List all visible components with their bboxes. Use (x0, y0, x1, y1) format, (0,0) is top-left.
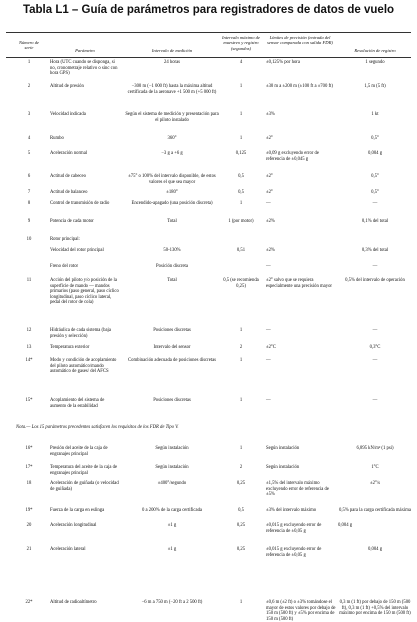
row-resolution: — (372, 264, 378, 269)
row-number: 3 (27, 112, 31, 117)
header-intervalo: Intervalo de medición (151, 48, 193, 53)
header-muestreo: Intervalo máximo de muestreo y registro (segundos) (221, 35, 260, 51)
row-number: 18 (26, 481, 32, 486)
row-accuracy: — (266, 358, 271, 363)
row-sampling: 1 (239, 328, 243, 333)
row-parameter: Freno del rotor (50, 264, 79, 269)
row-accuracy: ±2° (266, 190, 273, 195)
row-resolution: ±2°/s (370, 481, 380, 486)
header-resolucion: Resolución de registro (354, 48, 396, 53)
row-range: −300 m (−1 000 ft) hasta la máxima altitud certificada de la aeronave +1 500 m (+5 000 ft) (127, 84, 217, 95)
row-number: 16* (25, 446, 33, 451)
row-sampling: 0,125 (235, 151, 247, 156)
row-number: 15* (25, 398, 33, 403)
row-parameter: Potencia de cada motor (50, 219, 94, 224)
row-resolution: — (372, 201, 378, 206)
row-parameter: Altitud de presión (50, 84, 84, 89)
row-number: 21 (26, 547, 32, 552)
row-number: 2 (27, 84, 31, 89)
header-parametro: Parámetro (75, 48, 95, 53)
row-sampling: 0,51 (236, 248, 246, 253)
row-sampling: 1 (239, 398, 243, 403)
row-range: ±75° o 100% del intervalo disponible, de estos valores el que sea mayor (128, 174, 216, 185)
row-accuracy: — (266, 201, 271, 206)
row-accuracy: ±0,09 g excluyendo error de referencia de ±0,045 g (266, 151, 319, 162)
row-sampling: 2 (239, 345, 243, 350)
row-range: −6 m a 750 m (−20 ft a 2 500 ft) (141, 600, 203, 605)
row-range: Total (167, 219, 177, 224)
row-range: Combinación adecuada de posiciones discretas (128, 358, 216, 363)
row-resolution: 0,5° (371, 190, 379, 195)
row-sampling: 0,5 (238, 508, 244, 513)
row-parameter: Actitud de balanceo (50, 190, 88, 195)
row-accuracy: ±0,015 g excluyendo error de referencia de ±0,05 g (266, 547, 322, 558)
row-accuracy: — (266, 264, 271, 269)
row-resolution: 0,3% del total (361, 248, 389, 253)
row-parameter: Altitud de radioaltímetro (50, 600, 97, 605)
row-accuracy: ±3% del intervalo máximo (266, 508, 317, 513)
row-parameter: Control de transmisión de radio (50, 201, 110, 206)
row-number: 5 (27, 151, 31, 156)
row-sampling: 0,5 (238, 190, 244, 195)
row-accuracy: ±2° (266, 174, 273, 179)
row-resolution: 1,5 m (5 ft) (364, 84, 386, 89)
row-range: 0 a 200% de la carga certificada (141, 508, 203, 513)
top-rule (6, 32, 411, 33)
row-sampling: 1 (239, 358, 243, 363)
row-parameter: Acción del piloto y/o posición de la superficie de mando — mandos primarios (paso general, paso cíclico longitudinal, paso cíclico lateral, pedal del rotor de cola) (50, 278, 119, 305)
row-parameter: Aceleración normal (50, 151, 88, 156)
row-number: 4 (27, 136, 31, 141)
row-resolution: 1°C (371, 465, 379, 470)
row-number: 1 (27, 60, 31, 65)
table-note: Nota.— Los 15 parámetros precedentes satisfacen los requisitos de los FDR de Tipo V. (16, 425, 179, 430)
row-range: ±1 g (167, 547, 177, 552)
row-accuracy: ±1,5% del intervalo máximo excluyendo error de referencia de ±5% (266, 481, 329, 497)
row-resolution: 0,004 g (338, 523, 353, 528)
row-parameter: Velocidad indicada (50, 112, 86, 117)
row-parameter: Temperatura exterior (50, 345, 90, 350)
row-accuracy: ±0,015 g excluyendo error de referencia de ±0,05 g (266, 523, 322, 534)
table-title: Tabla L1 – Guía de parámetros para registradores de datos de vuelo (22, 4, 395, 16)
row-range: Total (167, 278, 177, 283)
row-accuracy: ±2% (266, 248, 275, 253)
row-sampling: 4 (239, 60, 243, 65)
row-sampling: 1 (por motor) (228, 219, 254, 224)
row-resolution: 0,5° (371, 136, 379, 141)
row-range: 360° (167, 136, 177, 141)
row-sampling: 1 (239, 136, 243, 141)
row-number: 19* (25, 508, 33, 513)
row-accuracy: — (266, 328, 271, 333)
row-parameter: Aceleración de guiñada (o velocidad de guiñada) (50, 481, 119, 492)
row-sampling: 0,5 (238, 174, 244, 179)
row-range: Posiciones discretas (153, 328, 191, 333)
row-parameter: Hidráulica de cada sistema (baja presión y selección) (50, 328, 111, 339)
row-sampling: 1 (239, 446, 243, 451)
row-parameter: Aceleración longitudinal (50, 523, 97, 528)
row-range: Según el sistema de medición y presentación para el piloto instalado (125, 112, 219, 123)
row-range: −3 g a +6 g (161, 151, 183, 156)
row-number: 10 (26, 237, 32, 242)
row-accuracy: ±0,125% por hora (266, 60, 300, 65)
header-precision: Límites de precisión (entrada del sensor comparada con salida FDR) (267, 35, 333, 46)
row-accuracy: ±2°C (266, 345, 276, 350)
row-resolution: 1 kt (371, 112, 379, 117)
row-accuracy: ±2° salvo que se requiera especialmente una precisión mayor (266, 278, 332, 289)
row-number: 14* (25, 358, 33, 363)
row-number: 9 (27, 219, 31, 224)
row-accuracy: ±30 m a ±200 m (±100 ft a ±700 ft) (266, 84, 333, 89)
row-resolution: 0,5% del intervalo de operación (345, 278, 405, 283)
row-number: 22* (25, 600, 33, 605)
row-parameter: Modo y condición de acoplamiento del piloto automático/mando automático de gases/ del AFCS (50, 358, 117, 374)
row-parameter: Temperatura del aceite de la caja de engranajes principal (50, 465, 118, 476)
row-resolution: — (372, 328, 378, 333)
row-range: Intervalo del sensor (153, 345, 191, 350)
row-parameter: Hora (UTC cuando se disponga, si no, cronometraje relativo o sinc con hora GPS) (50, 60, 118, 76)
row-sampling: 1 (239, 84, 243, 89)
row-parameter: Velocidad del rotor principal (50, 248, 104, 253)
row-number: 8 (27, 201, 31, 206)
row-sampling: 1 (239, 112, 243, 117)
header-rule (6, 57, 411, 58)
row-parameter: Acoplamiento del sistema de aumento de la estabilidad (50, 398, 105, 409)
row-resolution: 0,1% del total (361, 219, 389, 224)
row-range: ±180° (166, 190, 178, 195)
row-sampling: 2 (239, 465, 243, 470)
row-resolution: 1 segundo (365, 60, 385, 65)
row-resolution: 0,004 g (367, 547, 383, 552)
row-accuracy: ±2° (266, 136, 273, 141)
row-parameter: Actitud de cabeceo (50, 174, 86, 179)
row-accuracy: — (266, 398, 271, 403)
row-resolution: 0,3 m (1 ft) por debajo de 150 m (500 ft), 0,3 m (1 ft) +0,5% del intervalo máximo por encima de 150 m (500 ft) (339, 600, 411, 616)
row-sampling: 1 (239, 600, 243, 605)
row-accuracy: ±2% (266, 219, 275, 224)
row-resolution: 0,004 g (367, 151, 383, 156)
row-resolution: — (372, 358, 378, 363)
row-range: Posiciones discretas (153, 398, 191, 403)
row-range: Encendido-apagado (una posición discreta) (131, 201, 213, 206)
row-range: 50-130% (163, 248, 181, 253)
row-sampling: 0,25 (236, 481, 246, 486)
row-range: ±1 g (167, 523, 177, 528)
row-range: Según instalación (155, 465, 189, 470)
row-range: 24 horas (163, 60, 180, 65)
row-sampling: 1 (239, 201, 243, 206)
row-parameter: Rumbo (50, 136, 64, 141)
row-parameter: Aceleración lateral (50, 547, 86, 552)
row-resolution: 0,3°C (369, 345, 381, 350)
row-number: 7 (27, 190, 31, 195)
row-number: 12 (26, 328, 32, 333)
row-sampling: 0,5 (se recomienda 0,25) (223, 278, 259, 289)
row-number: 6 (27, 174, 31, 179)
row-accuracy: ±3% (266, 112, 275, 117)
row-resolution: — (372, 398, 378, 403)
header-numero: Número de serie (18, 40, 40, 51)
row-parameter: Rotor principal: (50, 237, 80, 242)
row-range: Posición discreta (156, 264, 188, 269)
row-accuracy: Según instalación (266, 465, 300, 470)
row-number: 17* (25, 465, 33, 470)
row-resolution: 0,5° (371, 174, 379, 179)
row-number: 11 (26, 278, 32, 283)
row-sampling: 0,25 (236, 523, 246, 528)
row-range: Según instalación (155, 446, 189, 451)
row-resolution: 0,5% para la carga certificada máxima (338, 508, 411, 513)
row-number: 13 (26, 345, 32, 350)
row-accuracy: Según instalación (266, 446, 300, 451)
row-range: ±400°/segundo (157, 481, 187, 486)
row-sampling: 0,25 (236, 547, 246, 552)
row-parameter: Fuerza de la carga en eslinga (50, 508, 105, 513)
row-accuracy: ±0,6 m (±2 ft) o ±3% tomándose el mayor de estos valores por debajo de 150 m (500 ft) y ±5% por encima de 150 m (500 ft) (266, 600, 336, 622)
row-resolution: 6,895 kN/m² (1 psi) (356, 446, 394, 451)
row-parameter: Presión del aceite de la caja de engranajes principal (50, 446, 108, 457)
row-number: 20 (26, 523, 32, 528)
